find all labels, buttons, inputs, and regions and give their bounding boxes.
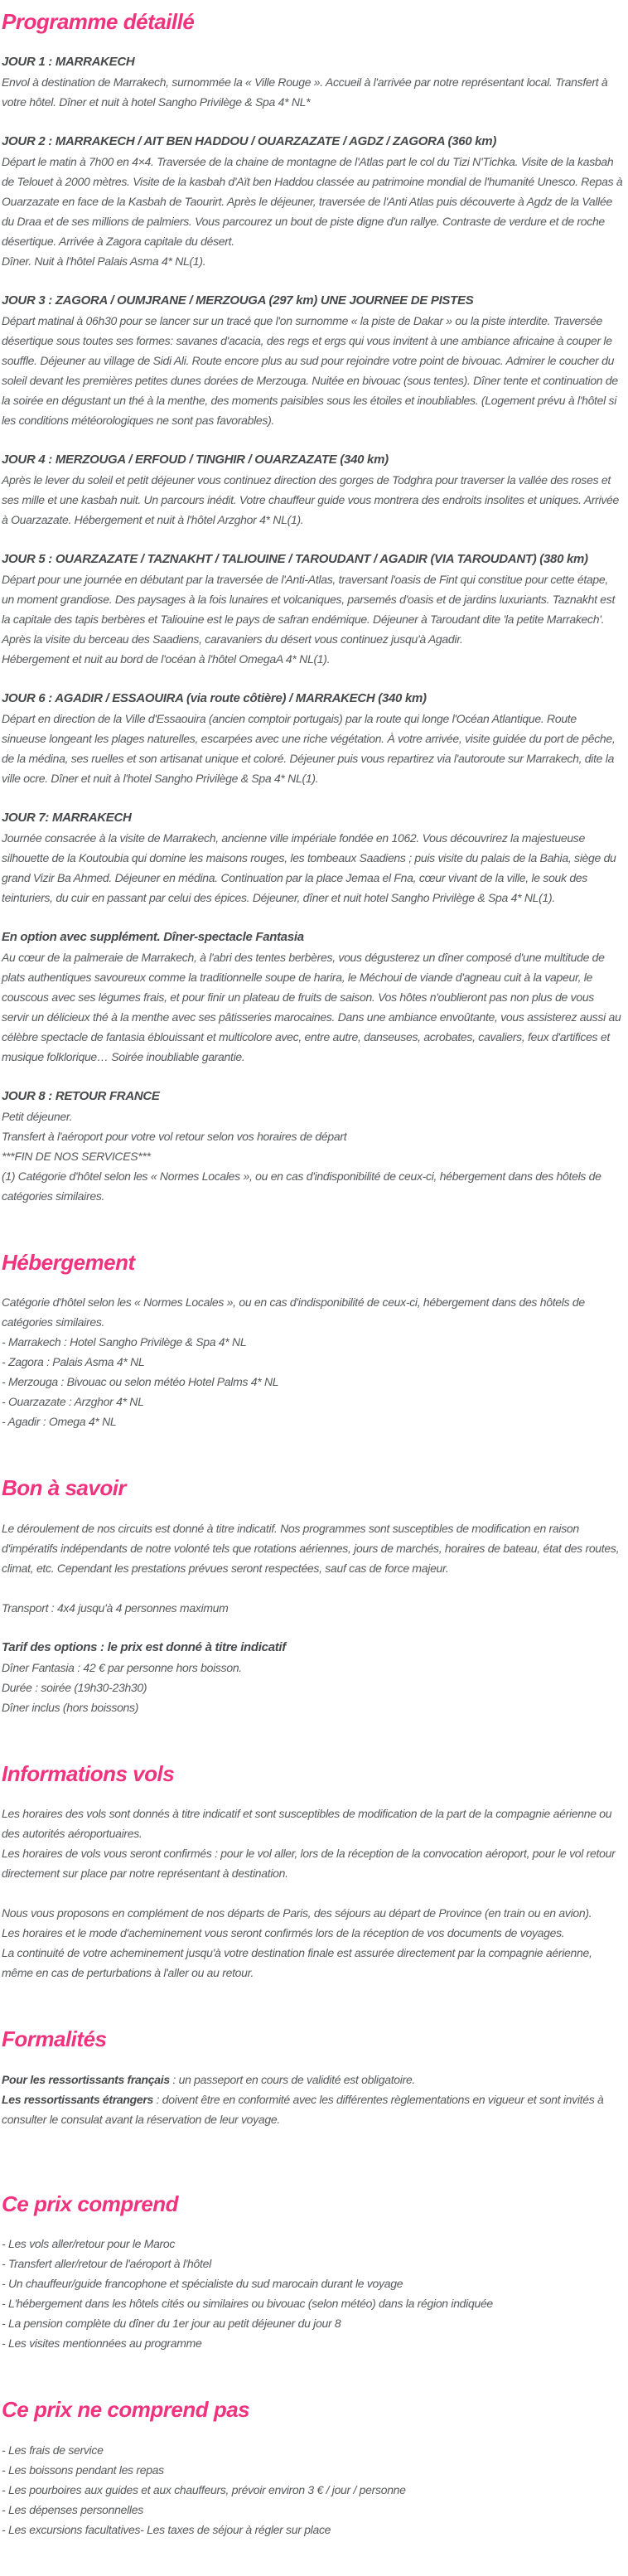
prix-comprend-item: - Les vols aller/retour pour le Maroc	[2, 2237, 176, 2250]
tarif-line: Dîner Fantasia : 42 € par personne hors boisson.	[2, 1660, 242, 1674]
option-fantasia-section	[2, 927, 623, 1067]
page-title: Programme détaillé	[2, 9, 195, 34]
jour-6-section	[2, 689, 623, 788]
formalites-item-rest: : doivent être en conformité avec les différentes règlementations en vigueur et sont invités à consulter le consulat avant la réservation de leur voyage.	[2, 2092, 604, 2126]
jour-8-text: (1) Catégorie d'hôtel selon les « Normes Locales », ou en cas d'indisponibilité de ceux-ci, hébergement dans des hôtels de catégories similaires.	[2, 1169, 601, 1203]
jour-5-heading: JOUR 5 : OUARZAZATE / TAZNAKHT / TALIOUINE / TAROUDANT / AGADIR (VIA TAROUDANT) (380 km)	[2, 551, 588, 566]
formalites-section	[2, 2026, 623, 2129]
jour-1-section	[2, 52, 623, 112]
prix-ne-comprend-pas-item: - Les boissons pendant les repas	[2, 2462, 164, 2477]
transport-note: Transport : 4x4 jusqu'à 4 personnes maximum	[2, 1600, 229, 1615]
bon-a-savoir-section	[2, 1474, 623, 1717]
jour-3-text: Départ matinal à 06h30 pour se lancer sur un tracé que l'on surnomme « la piste de Dakar » ou la piste interdite. Traversée désertique sous toutes ses formes: savanes d'acacia, des regs et ergs qui vous invitent à une ambiance africaine à couper le souffle. Déjeuner au village de Sidi Ali. Route encore plus au sud pour rejoindre votre point de bivouac. Admirer le coucher du soleil devant les premières petites dunes dorées de Merzouga. Nuitée en bivouac (sous tentes). Dîner tente et continuation de la soirée en dégustant un thé à la menthe, des moments paisibles sous les étoiles et inoubliables. (Logement prévu à l'hôtel si les conditions météorologiques ne sont pas favorables).	[2, 313, 618, 427]
hotel-item: - Marrakech : Hotel Sangho Privilège & Spa 4* NL	[2, 1335, 247, 1349]
formalites-item-rest: : un passeport en cours de validité est obligatoire.	[169, 2072, 416, 2086]
formalites-item-lead: Les ressortissants étrangers	[2, 2092, 154, 2106]
jour-5-text: Départ pour une journée en débutant par la traversée de l'Anti-Atlas, traversant l'oasis de Fint qui constitue pour cette étape, un moment grandiose. Des paysages à la fois lunaires et volcaniques, parsemés d'oasis et de jardins luxuriants. Taznakht est la capitale des tapis berbères et Taliouine est le pays de safran endémique. Déjeuner à Taroudant dite 'la petite Marrakech'. Après la visite du berceau des Saadiens, caravaniers du désert vous continuez jusqu'à Agadir.	[2, 572, 616, 646]
jour-6-heading: JOUR 6 : AGADIR / ESSAOUIRA (via route côtière) / MARRAKECH (340 km)	[2, 690, 427, 705]
prix-comprend-item: - Un chauffeur/guide francophone et spécialiste du sud marocain durant le voyage	[2, 2277, 403, 2290]
jour-2-text: Dîner. Nuit à l'hôtel Palais Asma 4* NL(1).	[2, 254, 206, 268]
jour-2-text: Départ le matin à 7h00 en 4×4. Traversée de la chaine de montagne de l'Atlas part le col du Tizi N'Tichka. Visite de la kasbah de Telouet à 2000 mètres. Visite de la kasbah d'Aït ben Haddou classée au patrimoine mondial de l'humanité Unesco. Repas à Ouarzazate en face de la Kasbah de Taourirt. Après le déjeuner, traversée de l'Anti Atlas puis découverte à Agdz de la Vallée du Draa et de ses millions de palmiers. Vous parcourez un bout de piste digne d'un rallye. Contraste de verdure et de roche désertique. Arrivée à Zagora capitale du désert.	[2, 154, 623, 248]
jour-4-section	[2, 450, 623, 530]
jour-5-section	[2, 550, 623, 669]
tarif-line: Durée : soirée (19h30-23h30)	[2, 1680, 147, 1694]
jour-7-text: Journée consacrée à la visite de Marrakech, ancienne ville impériale fondée en 1062. Vous découvrirez la majestueuse silhouette de la Koutoubia qui domine les maisons rouges, les tombeaux Saadiens ; puis visite du palais de la Bahia, siège du grand Vizir Ba Ahmed. Déjeuner en médina. Continuation par la place Jemaa el Fna, cœur vivant de la ville, le souk des teinturiers, du cuir en passant par celui des épices. Déjeuner, dîner et nuit hotel Sangho Privilège & Spa 4* NL(1).	[2, 830, 616, 904]
formalites-item	[2, 2070, 623, 2089]
hebergement-section	[2, 1249, 623, 1432]
hebergement-intro: Catégorie d'hôtel selon les « Normes Locales », ou en cas d'indisponibilité de ceux-ci, hébergement dans des hôtels de catégories similaires.	[2, 1295, 585, 1329]
jour-7-section	[2, 808, 623, 908]
jour-2-heading: JOUR 2 : MARRAKECH / AIT BEN HADDOU / OUARZAZATE / AGDZ / ZAGORA (360 km)	[2, 133, 497, 148]
jour-6-text: Départ en direction de la Ville d'Essaouira (ancien comptoir portugais) par la route qui longe l'Océan Atlantique. Route sinueuse longeant les plages naturelles, escarpées avec une riche végétation. À votre arrivée, visite guidée du port de pêche, de la médina, ses ruelles et son artisanat unique et coloré. Déjeuner puis vous repartirez via l'autoroute sur Marrakech, dite la ville ocre. Dîner et nuit à l'hotel Sangho Privilège & Spa 4* NL(1).	[2, 711, 616, 785]
bon-a-savoir-title: Bon à savoir	[2, 1475, 127, 1500]
jour-3-section	[2, 291, 623, 430]
tarif-line: Dîner inclus (hors boissons)	[2, 1700, 139, 1714]
prix-ne-comprend-pas-section	[2, 2396, 623, 2540]
prix-comprend-item: - Les visites mentionnées au programme	[2, 2336, 202, 2350]
prix-comprend-item: - L'hébergement dans les hôtels cités ou similaires ou bivouac (selon météo) dans la région indiquée	[2, 2297, 493, 2310]
jour-2-section	[2, 132, 623, 271]
jour-4-heading: JOUR 4 : MERZOUGA / ERFOUD / TINGHIR / OUARZAZATE (340 km)	[2, 452, 389, 467]
prix-comprend-title: Ce prix comprend	[2, 2191, 179, 2216]
option-fantasia-text: Au cœur de la palmeraie de Marrakech, à l'abri des tentes berbères, vous dégusterez un dîner composé d'une multitude de plats authentiques savoureux comme la traditionnelle soupe de harira, le Méchoui de viande d'agneau cuit à la vapeur, le couscous avec ses légumes frais, et pour finir un plateau de fruits de saison. Vos hôtes n'oublieront pas non plus de vous servir un délicieux thé à la menthe avec ses pâtisseries marocaines. Dans une ambiance envoûtante, vous assisterez aussi au célèbre spectacle de fantasia éblouissant et multicolore avec, entre autre, danseuses, acrobates, cavaliers, feux d'artifices et musique folklorique… Soirée inoubliable garantie.	[2, 950, 621, 1063]
bon-a-savoir-intro: Le déroulement de nos circuits est donné à titre indicatif. Nos programmes sont susceptibles de modification en raison d'impératifs indépendants de notre volonté tels que rotations aériennes, jours de marchés, horaires de bateau, état des routes, climat, etc. Cependant les prestations prévues seront respectées, sauf cas de force majeur.	[2, 1521, 620, 1575]
tarif-options-heading: Tarif des options : le prix est donné à titre indicatif	[2, 1639, 286, 1654]
informations-vols-title: Informations vols	[2, 1760, 175, 1786]
hebergement-title: Hébergement	[2, 1249, 135, 1275]
jour-8-section	[2, 1087, 623, 1206]
prix-comprend-item: - La pension complète du dîner du 1er jour au petit déjeuner du jour 8	[2, 2317, 341, 2330]
vols-paragraph: Nous vous proposons en complément de nos départs de Paris, des séjours au départ de Province (en train ou en avion).	[2, 1906, 592, 1920]
jour-4-text: Après le lever du soleil et petit déjeuner vous continuez direction des gorges de Todghra pour traverser la vallée des roses et ses mille et une kasbah nuit. Un parcours inédit. Votre chauffeur guide vous montrera des endroits insolites et uniques. Arrivée à Ouarzazate. Hébergement et nuit à l'hôtel Arzghor 4* NL(1).	[2, 472, 619, 526]
jour-8-text: ***FIN DE NOS SERVICES***	[2, 1149, 151, 1163]
jour-3-heading: JOUR 3 : ZAGORA / OUMJRANE / MERZOUGA (297 km) UNE JOURNEE DE PISTES	[2, 293, 474, 307]
prix-ne-comprend-pas-item: - Les pourboires aux guides et aux chauffeurs, prévoir environ 3 € / jour / personne	[2, 2482, 406, 2496]
informations-vols-section	[2, 1760, 623, 1983]
jour-1-text: Envol à destination de Marrakech, surnommée la « Ville Rouge ». Accueil à l'arrivée par notre représentant local. Transfert à votre hôtel. Dîner et nuit à hotel Sangho Privilège & Spa 4* NL*	[2, 75, 608, 109]
vols-paragraph: Les horaires de vols vous seront confirmés : pour le vol aller, lors de la réception de la convocation aéroport, pour le vol retour directement sur place par notre représentant à destination.	[2, 1847, 616, 1880]
vols-paragraph: Les horaires des vols sont donnés à titre indicatif et sont susceptibles de modification de la part de la compagnie aérienne ou des autorités aéroportuaires.	[2, 1807, 612, 1840]
jour-7-heading: JOUR 7: MARRAKECH	[2, 810, 132, 825]
prix-ne-comprend-pas-item: - Les excursions facultatives- Les taxes de séjour à régler sur place	[2, 2522, 331, 2536]
hotel-item: - Merzouga : Bivouac ou selon météo Hotel Palms 4* NL	[2, 1375, 279, 1388]
jour-8-heading: JOUR 8 : RETOUR FRANCE	[2, 1088, 160, 1103]
prix-ne-comprend-pas-title: Ce prix ne comprend pas	[2, 2397, 250, 2422]
formalites-item	[2, 2089, 623, 2129]
vols-paragraph: La continuité de votre acheminement jusqu'à votre destination finale est assurée directement par la compagnie aérienne, même en cas de perturbations à l'aller ou au retour.	[2, 1946, 592, 1979]
prix-ne-comprend-pas-item: - Les frais de service	[2, 2443, 104, 2457]
prix-ne-comprend-pas-item: - Les dépenses personnelles	[2, 2502, 143, 2516]
vols-paragraph: Les horaires et le mode d'acheminement vous seront confirmés lors de la réception de vos documents de voyages.	[2, 1926, 565, 1939]
jour-5-text: Hébergement et nuit au bord de l'océan à l'hôtel OmegaA 4* NL(1).	[2, 651, 331, 666]
formalites-title: Formalités	[2, 2026, 107, 2051]
prix-comprend-section	[2, 2191, 623, 2354]
hotel-item: - Zagora : Palais Asma 4* NL	[2, 1355, 145, 1368]
jour-1-heading: JOUR 1 : MARRAKECH	[2, 54, 135, 69]
jour-8-text: Transfert à l'aéroport pour votre vol retour selon vos horaires de départ	[2, 1129, 347, 1143]
hotel-item: - Ouarzazate : Arzghor 4* NL	[2, 1395, 144, 1408]
formalites-item-lead: Pour les ressortissants français	[2, 2072, 170, 2086]
jour-8-text: Petit déjeuner.	[2, 1109, 73, 1123]
prix-comprend-item: - Transfert aller/retour de l'aéroport à l'hôtel	[2, 2257, 211, 2270]
hotel-item: - Agadir : Omega 4* NL	[2, 1415, 117, 1428]
option-fantasia-heading: En option avec supplément. Dîner-spectacle Fantasia	[2, 929, 304, 944]
